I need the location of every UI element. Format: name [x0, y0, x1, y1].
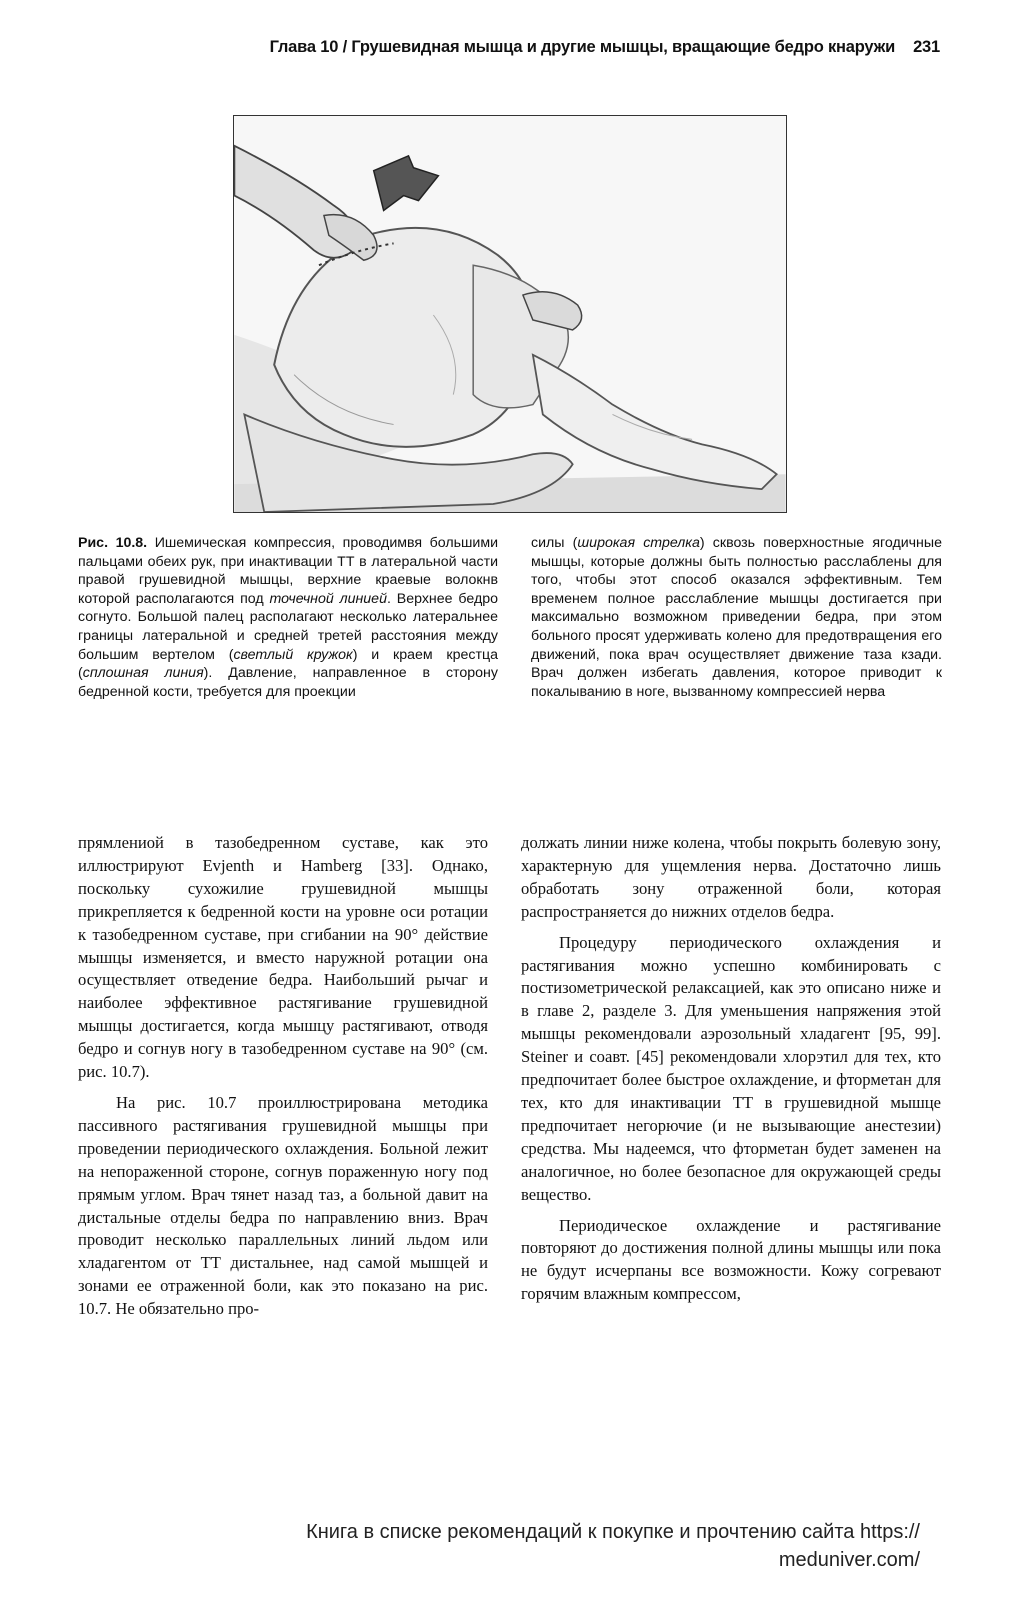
caption-italic: сплошная линия	[82, 665, 204, 682]
caption-italic: точечной линией	[269, 590, 387, 607]
caption-text: ) и краем крестца (	[78, 646, 499, 682]
figure-caption-right	[531, 534, 942, 701]
paragraph: прямлениой в тазобедренном суставе, как это иллюстрируют Evjenth и Hamberg [33]. Однако, поскольку сухожилие грушевидной мышцы прикрепляется к бедренной кости на уровне оси ротации к тазобедренном суставе, при сгибании на 90° действие мышцы изменяется, и вместо наружной ротации она осуществляет отведение бедра. Наибольший рычаг и наиболее эффективное растягивание грушевидной мышцы достигается, когда мышцу растягивают, отводя бедро и согнув ногу в тазобедренном суставе на 90° (см. рис. 10.7).	[78, 833, 488, 1082]
caption-text: . Верхнее бедро согнуто. Большой палец располагают несколько латеральнее границы латеральной и средней третей расстояния между большим вертелом (	[78, 590, 498, 663]
caption-text: ). Давление, направленное в сторону бедренной кости, требуется для проекции	[78, 665, 498, 700]
body-column-right	[521, 832, 941, 1306]
caption-text: ) сквозь поверхностные ягодичные мышцы, которые должны быть полностью расслаблены для того, чтобы этот способ оказался эффективным. Тем временем полное расслабление мышцы достигается при максимально возможном приведении бедра, при этом больного просят удерживать колено для предотвращения его движений, пока врач осуществляет движение таза кзади. Врач должен избегать давления, которое приводит к покалыванию в ноге, вызванному компрессией нерва	[531, 535, 942, 700]
paragraph: Периодическое охлаждение и растягивание повторяют до достижения полной длины мышцы или пока не будут исчерпаны все возможности. Кожу согревают горячим влажным компрессом,	[521, 1215, 941, 1304]
paragraph: На рис. 10.7 проиллюстрирована методика пассивного растягивания грушевидной мышцы при проведении периодического охлаждения. Больной лежит на непораженной стороне, согнув пораженную ногу под прямым углом. Врач тянет назад таз, а больной давит на дистальные отделы бедра по направлению вниз. Врач проводит несколько параллельных линий льдом или хладагентом от ТТ дистальнее, над самой мышцей и зонами ее отраженной боли, как это показано на рис. 10.7. Не обязательно про-	[78, 1092, 488, 1319]
caption-label: Рис. 10.8.	[78, 535, 148, 551]
caption-text: силы (	[531, 535, 578, 551]
caption-italic: широкая стрелка	[577, 535, 700, 551]
footer-line: Книга в списке рекомендаций к покупке и прочтению сайта https://	[306, 1521, 920, 1543]
caption-italic: светлый кружок	[233, 646, 353, 663]
footer-line: meduniver.com/	[778, 1549, 920, 1571]
page-number: 231	[913, 38, 940, 56]
running-header	[0, 38, 940, 57]
chapter-title: Глава 10 / Грушевидная мышца и другие мышцы, вращающие бедро кнаружи	[269, 38, 896, 56]
caption-text: Ишемическая компрессия, проводимвя большими пальцами обеих рук, при инактивации ТТ в латеральной части правой грушевидной мышцы, верхние краевые волокнв которой располагаются под	[78, 535, 498, 607]
paragraph: Процедуру периодического охлаждения и растягивания можно успешно комбинировать с постизометрической релаксацией, как это описано ниже и в главе 2, разделе 3. Для уменьшения напряжения этой мышцы рекомендовали аэрозольный хладагент [95, 99]. Steiner и соавт. [45] рекомендовали хлорэтил для тех, кто предпочитает более быстрое охлаждение, и фторметан для тех, кто для инактивации ТТ в грушевидной мышце предпочитает негорючие (и не вызывающие анестезии) средства. Мы надеемся, что фторметан будет заменен на аналогичное, но более безопасное для окружающей среды вещество.	[521, 932, 941, 1204]
watermark-footer	[160, 1518, 920, 1574]
body-column-left	[78, 832, 488, 1321]
paragraph: должать линии ниже колена, чтобы покрыть болевую зону, характерную для ущемления нерва. Достаточно лишь обработать зону отраженной боли, которая распространяется до нижних отделов бедра.	[521, 833, 941, 921]
thigh-pressure-illustration-icon	[234, 116, 786, 512]
figure-illustration	[233, 115, 787, 513]
figure-caption-left	[78, 534, 498, 701]
